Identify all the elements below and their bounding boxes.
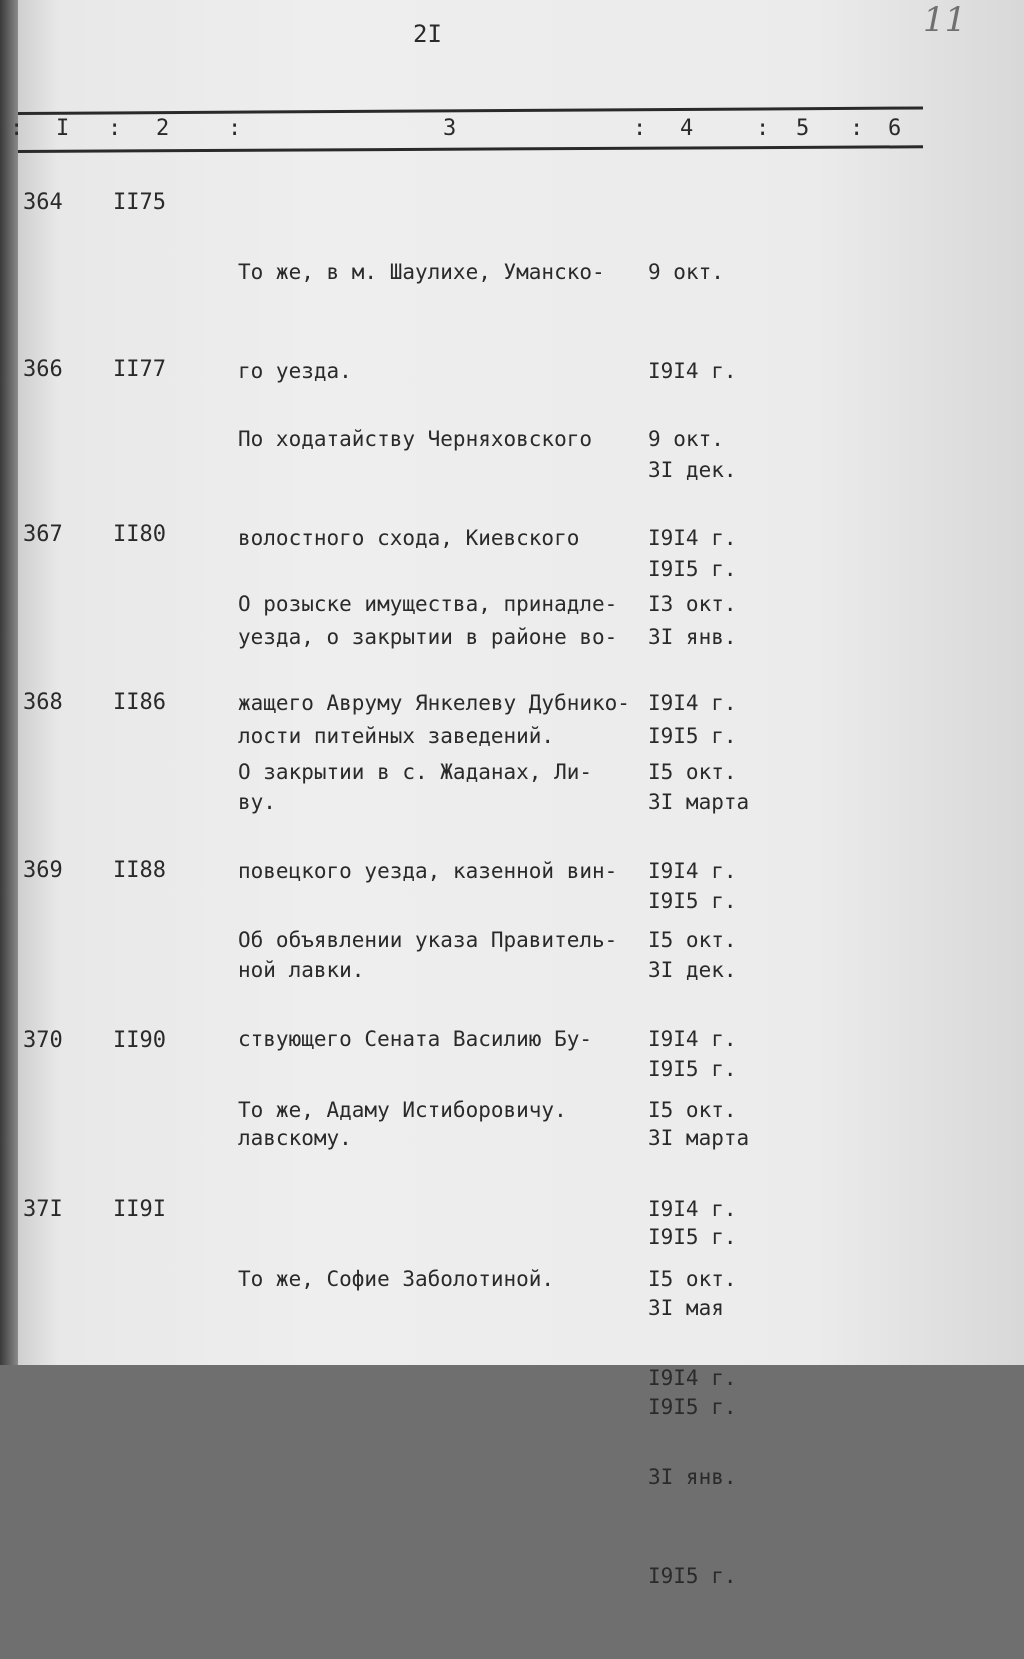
header-separator: :	[228, 116, 242, 141]
start-date: I5 окт.	[648, 760, 737, 784]
end-date: 3I дек.	[648, 958, 737, 982]
start-year: I9I4 г.	[648, 1197, 737, 1221]
end-date: 3I марта	[648, 790, 750, 814]
header-col-4: 4	[680, 116, 694, 141]
start-date: I5 окт.	[648, 1098, 737, 1122]
entry-description	[238, 1028, 658, 1193]
description-line: Об объявлении указа Правитель-	[238, 928, 618, 952]
start-date: I5 окт.	[648, 1267, 737, 1291]
binding-edge	[0, 0, 18, 1365]
header-separator: :	[756, 116, 770, 141]
description-line: лавскому.	[238, 1126, 352, 1150]
end-year: I9I5 г.	[648, 557, 737, 581]
document-page	[10, 0, 1024, 1588]
header-separator: :	[633, 116, 647, 141]
description-line: То же, Адаму Истиборовичу.	[238, 1098, 567, 1122]
entry-number: 369	[23, 858, 63, 883]
start-year: I9I4 г.	[648, 691, 737, 715]
start-date: 9 окт.	[648, 260, 724, 284]
entry-code: II86	[113, 690, 166, 715]
description-line: По ходатайству Черняховского	[238, 427, 593, 451]
header-col-3: 3	[443, 116, 457, 141]
header-col-1: I	[56, 116, 70, 141]
start-year: I9I4 г.	[648, 1366, 737, 1390]
end-date: 3I мая	[648, 1296, 724, 1320]
description-line: го уезда.	[238, 359, 352, 383]
end-year: I9I5 г.	[648, 724, 737, 748]
description-line: уезда, о закрытии в районе во-	[238, 625, 618, 649]
start-year: I9I4 г.	[648, 1027, 737, 1051]
description-line: То же, Софие Заболотиной.	[238, 1267, 555, 1291]
end-year: I9I5 г.	[648, 1225, 737, 1249]
description-line: повецкого уезда, казенной вин-	[238, 859, 618, 883]
start-date: 9 окт.	[648, 427, 724, 451]
header-col-2: 2	[156, 116, 170, 141]
entry-number: 364	[23, 190, 63, 215]
start-year: I9I4 г.	[648, 859, 737, 883]
description-line: ствующего Сената Василию Бу-	[238, 1027, 593, 1051]
end-year: I9I5 г.	[648, 1395, 737, 1419]
description-line: То же, в м. Шаулихе, Уманско-	[238, 260, 605, 284]
header-separator: :	[850, 116, 864, 141]
table-header	[10, 116, 923, 148]
description-line: ву.	[238, 790, 276, 814]
header-top-rule	[18, 106, 923, 115]
entry-number: 367	[23, 522, 63, 547]
start-date: I5 окт.	[648, 928, 737, 952]
entry-dates	[648, 1197, 737, 1659]
description-line: О закрытии в с. Жаданах, Ли-	[238, 760, 593, 784]
end-year: I9I5 г.	[648, 889, 737, 913]
end-date: 3I дек.	[648, 458, 737, 482]
header-separator: :	[108, 116, 122, 141]
end-year: I9I5 г.	[648, 1564, 737, 1588]
page-number: 2I	[413, 20, 442, 48]
entry-code: II77	[113, 357, 166, 382]
entry-code: II90	[113, 1028, 166, 1053]
entry-code: II75	[113, 190, 166, 215]
end-date: 3I янв.	[648, 625, 737, 649]
header-separator: :	[10, 116, 24, 141]
header-col-6: 6	[888, 116, 902, 141]
start-year: I9I4 г.	[648, 526, 737, 550]
start-date: I3 окт.	[648, 592, 737, 616]
entry-number: 368	[23, 690, 63, 715]
entry-code: II9I	[113, 1197, 166, 1222]
entry-number: 37I	[23, 1197, 63, 1222]
entry-description	[238, 1197, 658, 1362]
end-date: 3I янв.	[648, 1465, 737, 1489]
archive-folio-mark: 11	[923, 0, 967, 40]
entry-number: 370	[23, 1028, 63, 1053]
description-line: О розыске имущества, принадле-	[238, 592, 618, 616]
entry-number: 366	[23, 357, 63, 382]
start-year: I9I4 г.	[648, 359, 737, 383]
header-col-5: 5	[796, 116, 810, 141]
end-date: 3I марта	[648, 1126, 750, 1150]
end-year: I9I5 г.	[648, 1057, 737, 1081]
entry-code: II80	[113, 522, 166, 547]
description-line: ной лавки.	[238, 958, 365, 982]
description-line: лости питейных заведений.	[238, 724, 555, 748]
entry-code: II88	[113, 858, 166, 883]
description-line: жащего Авруму Янкелеву Дубнико-	[238, 691, 630, 715]
description-line: волостного схода, Киевского	[238, 526, 580, 550]
